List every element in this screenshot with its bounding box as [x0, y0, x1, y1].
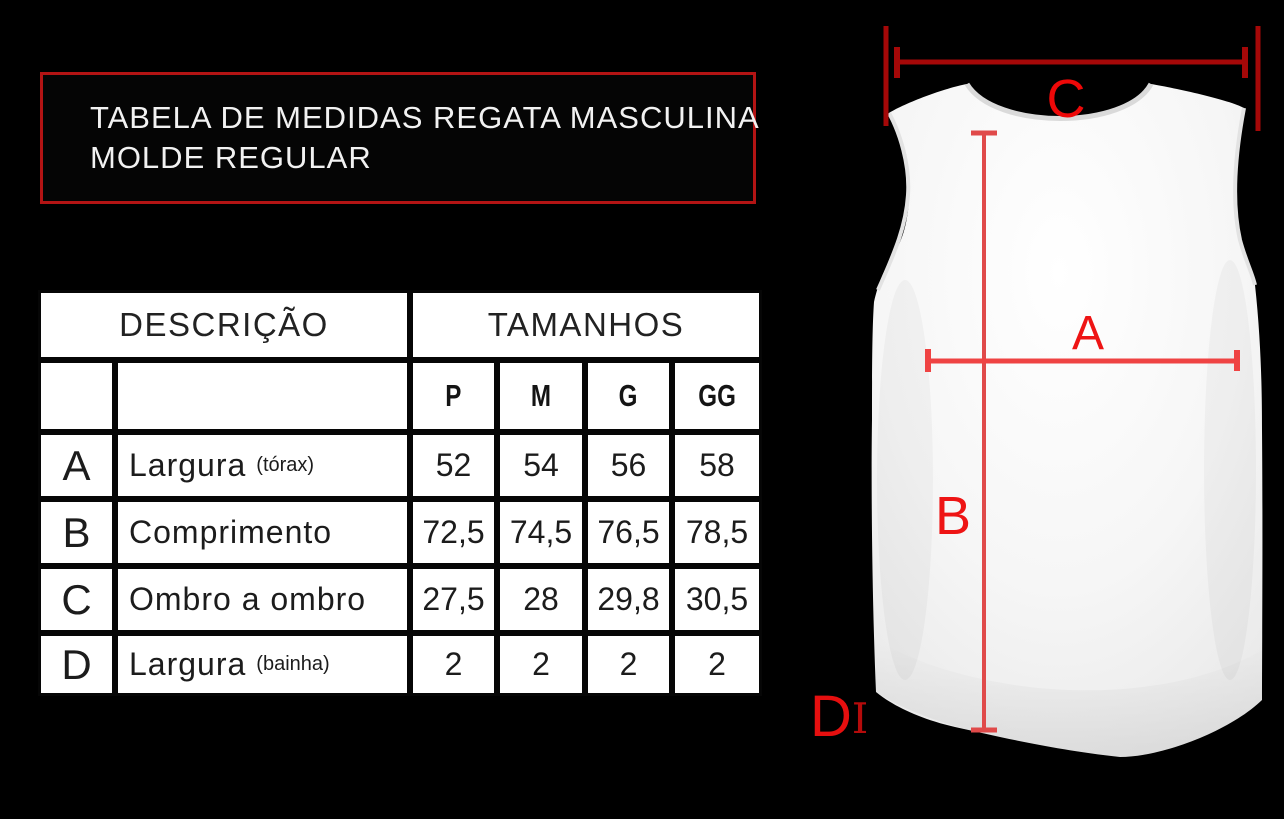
value-b-gg: 78,5: [685, 514, 749, 550]
measure-b-label: B: [934, 486, 972, 546]
size-label-m: M: [530, 378, 552, 413]
value-b-p: 72,5: [422, 514, 485, 550]
value-a-m: 54: [523, 447, 559, 483]
row-d-note: (bainha): [256, 653, 330, 675]
row-c-letter: C: [61, 575, 92, 623]
value-b-m: 74,5: [509, 514, 573, 550]
row-a-note: (tórax): [256, 454, 315, 476]
size-label-g: G: [619, 378, 638, 413]
value-a-p: 52: [435, 447, 472, 483]
value-d-m: 2: [532, 646, 550, 682]
value-d-gg: 2: [708, 646, 726, 682]
description-header-label: DESCRIÇÃO: [119, 306, 329, 343]
measure-a-label: A: [1071, 307, 1105, 360]
value-c-p: 27,5: [422, 581, 485, 617]
value-c-m: 28: [523, 581, 559, 617]
value-d-p: 2: [444, 646, 463, 682]
value-a-gg: 58: [699, 447, 735, 483]
measure-d-tick-glyph: I: [851, 694, 869, 743]
row-d-letter: D: [61, 640, 92, 688]
row-b-letter: B: [62, 508, 91, 556]
value-d-g: 2: [619, 646, 638, 682]
title-line-2: MOLDE REGULAR: [90, 140, 372, 175]
value-a-g: 56: [610, 447, 647, 483]
measure-d-label: D: [810, 684, 852, 749]
size-label-p: P: [445, 378, 462, 413]
row-a-letter: A: [62, 441, 91, 489]
value-b-g: 76,5: [597, 514, 660, 550]
value-c-g: 29,8: [597, 581, 660, 617]
value-c-gg: 30,5: [685, 581, 749, 617]
title-line-1: TABELA DE MEDIDAS REGATA MASCULINA: [90, 100, 760, 135]
size-label-gg: GG: [698, 378, 736, 413]
right-side-shading: [1204, 260, 1256, 680]
row-d-label: Largura: [129, 646, 247, 682]
row-a-label: Largura: [129, 447, 247, 483]
measure-c-label: C: [1046, 69, 1086, 129]
sizes-header-label: TAMANHOS: [487, 306, 685, 343]
row-b-label: Comprimento: [129, 514, 333, 550]
left-side-shading: [877, 280, 933, 680]
row-c-label: Ombro a ombro: [129, 581, 367, 617]
